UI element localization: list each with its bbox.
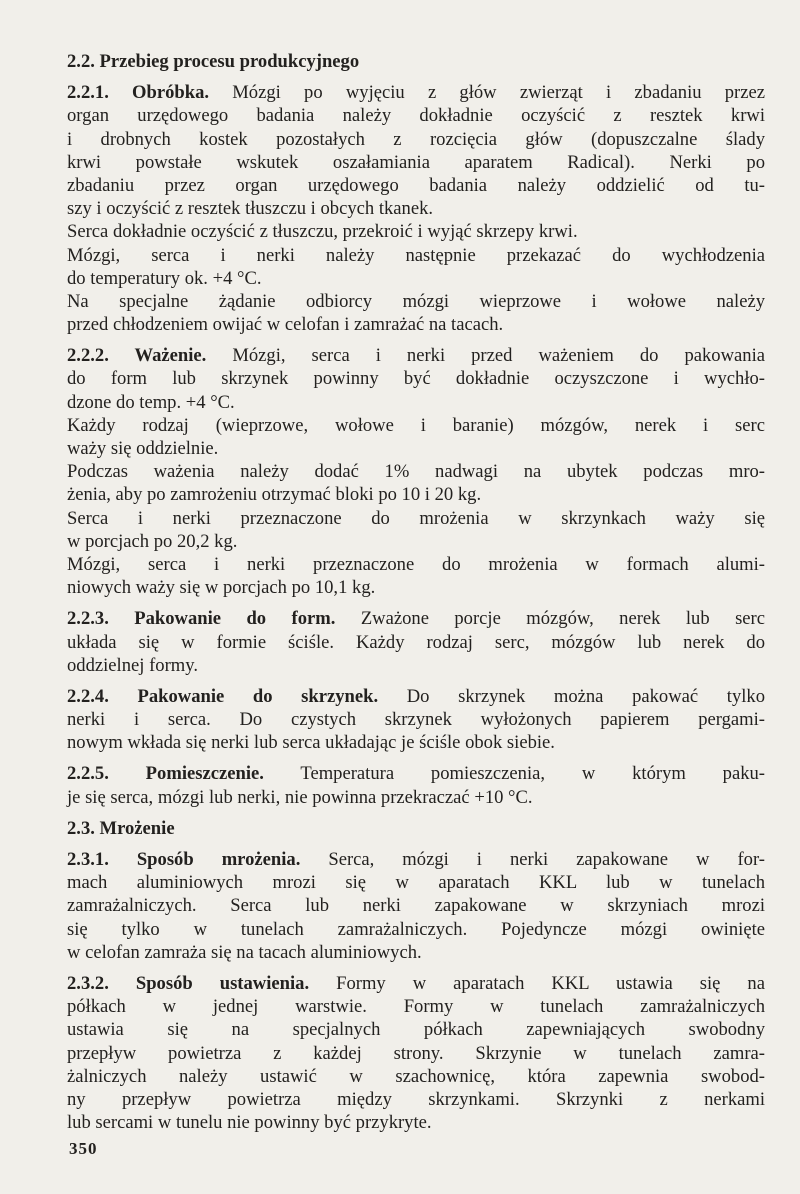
subsection-label-2-3-2: 2.3.2. Sposób ustawienia. <box>67 972 310 994</box>
paragraph-2-3-2 <box>67 972 765 1134</box>
text-line: Mózgi, serca i nerki przeznaczone do mrożenia w formach alumi- <box>67 553 765 575</box>
text-line: Mózgi, serca i nerki przed ważeniem do pakowania <box>206 345 765 367</box>
text-line: żenia, aby po zamrożeniu otrzymać bloki po 10 i 20 kg. <box>67 484 482 506</box>
subsection-label-2-2-5: 2.2.5. Pomieszczenie. <box>67 763 264 785</box>
text-line: do form lub skrzynek powinny być dokładnie oczyszczone i wychło- <box>67 368 765 390</box>
subsection-label-2-2-4: 2.2.4. Pakowanie do skrzynek. <box>67 685 379 707</box>
text-line: Zważone porcje mózgów, nerek lub serc <box>335 608 765 630</box>
document-body <box>67 50 765 1134</box>
text-line: Do skrzynek można pakować tylko <box>378 685 765 707</box>
text-line: krwi powstałe wskutek oszałamiania aparatem Radical). Nerki po <box>67 151 765 173</box>
text-line: przepływ powietrza z każdej strony. Skrzynie w tunelach zamra- <box>67 1042 765 1064</box>
text-line: Mózgi po wyjęciu z głów zwierząt i zbadaniu przez <box>209 82 765 104</box>
subsection-label-2-2-3: 2.2.3. Pakowanie do form. <box>67 608 336 630</box>
subsection-label-2-2-1: 2.2.1. Obróbka. <box>67 82 210 104</box>
text-line: waży się oddzielnie. <box>67 438 219 459</box>
paragraph-2-2-2 <box>67 344 765 599</box>
text-line: organ urzędowego badania należy dokładnie oczyścić z resztek krwi <box>67 105 765 127</box>
subsection-label-2-3-1: 2.3.1. Sposób mrożenia. <box>67 849 301 870</box>
text-line: Mózgi, serca i nerki należy następnie przekazać do wychłodzenia <box>67 244 765 266</box>
text-line: nowym wkłada się nerki lub serca układając je ściśle obok siebie. <box>67 732 555 754</box>
text-line: Każdy rodzaj (wieprzowe, wołowe i baranie) mózgów, nerek i serc <box>67 414 765 436</box>
text-line: dzone do temp. +4 °C. <box>67 391 235 413</box>
text-line: i drobnych kostek pozostałych z rozcięcia głów (dopuszczalne ślady <box>67 128 765 150</box>
text-line: Temperatura pomieszczenia, w którym paku- <box>263 763 766 785</box>
text-line: przed chłodzeniem owijać w celofan i zamrażać na tacach. <box>67 314 504 336</box>
section-heading-2-2: 2.2. Przebieg procesu produkcyjnego <box>67 51 360 72</box>
text-line: szy i oczyścić z resztek tłuszczu i obcych tkanek. <box>67 198 434 220</box>
text-line: do temperatury ok. +4 °C. <box>67 267 262 289</box>
text-line: ny przepływ powietrza między skrzynkami. Skrzynki z nerkami <box>67 1088 765 1110</box>
text-line: żalniczych należy ustawić w szachownicę, która zapewnia swobod- <box>67 1065 765 1087</box>
paragraph-2-3-1 <box>67 848 765 964</box>
text-line: niowych waży się w porcjach po 10,1 kg. <box>67 577 376 599</box>
paragraph-2-2-3 <box>67 607 765 677</box>
text-line: w celofan zamraża się na tacach aluminiowych. <box>67 941 422 963</box>
text-line: Na specjalne żądanie odbiorcy mózgi wieprzowe i wołowe należy <box>67 290 765 312</box>
text-line: półkach w jednej warstwie. Formy w tunelach zamrażalniczych <box>67 996 765 1018</box>
paragraph-2-2-4 <box>67 685 765 755</box>
paragraph-2-2-5 <box>67 762 765 808</box>
text-line: oddzielnej formy. <box>67 654 198 676</box>
page-number: 350 <box>69 1139 98 1158</box>
text-line: je się serca, mózgi lub nerki, nie powinna przekraczać +10 °C. <box>67 786 533 808</box>
text-line: w porcjach po 20,2 kg. <box>67 530 238 552</box>
text-line: Serca dokładnie oczyścić z tłuszczu, przekroić i wyjąć skrzepy krwi. <box>67 221 578 243</box>
text-line: zbadaniu przez organ urzędowego badania należy oddzielić od tu- <box>67 174 765 196</box>
text-line: Formy w aparatach KKL ustawia się na <box>309 972 765 994</box>
text-line: układa się w formie ściśle. Każdy rodzaj serc, mózgów lub nerek do <box>67 631 765 653</box>
subsection-label-2-2-2: 2.2.2. Ważenie. <box>67 345 207 367</box>
section-heading-2-3: 2.3. Mrożenie <box>67 817 175 839</box>
text-line: nerki i serca. Do czystych skrzynek wyłożonych papierem pergami- <box>67 709 765 731</box>
text-line: Serca, mózgi i nerki zapakowane w for- <box>300 849 765 870</box>
text-line: mach aluminiowych mrozi się w aparatach KKL lub w tunelach <box>67 872 765 894</box>
text-line: się tylko w tunelach zamrażalniczych. Pojedyncze mózgi owinięte <box>67 918 765 940</box>
text-line: ustawia się na specjalnych półkach zapewniających swobodny <box>67 1019 765 1041</box>
text-line: lub sercami w tunelu nie powinny być przykryte. <box>67 1112 432 1134</box>
text-line: zamrażalniczych. Serca lub nerki zapakowane w skrzyniach mrozi <box>67 895 765 917</box>
text-line: Serca i nerki przeznaczone do mrożenia w skrzynkach waży się <box>67 507 765 529</box>
paragraph-2-2-1 <box>67 81 765 336</box>
text-line: Podczas ważenia należy dodać 1% nadwagi na ubytek podczas mro- <box>67 461 765 483</box>
